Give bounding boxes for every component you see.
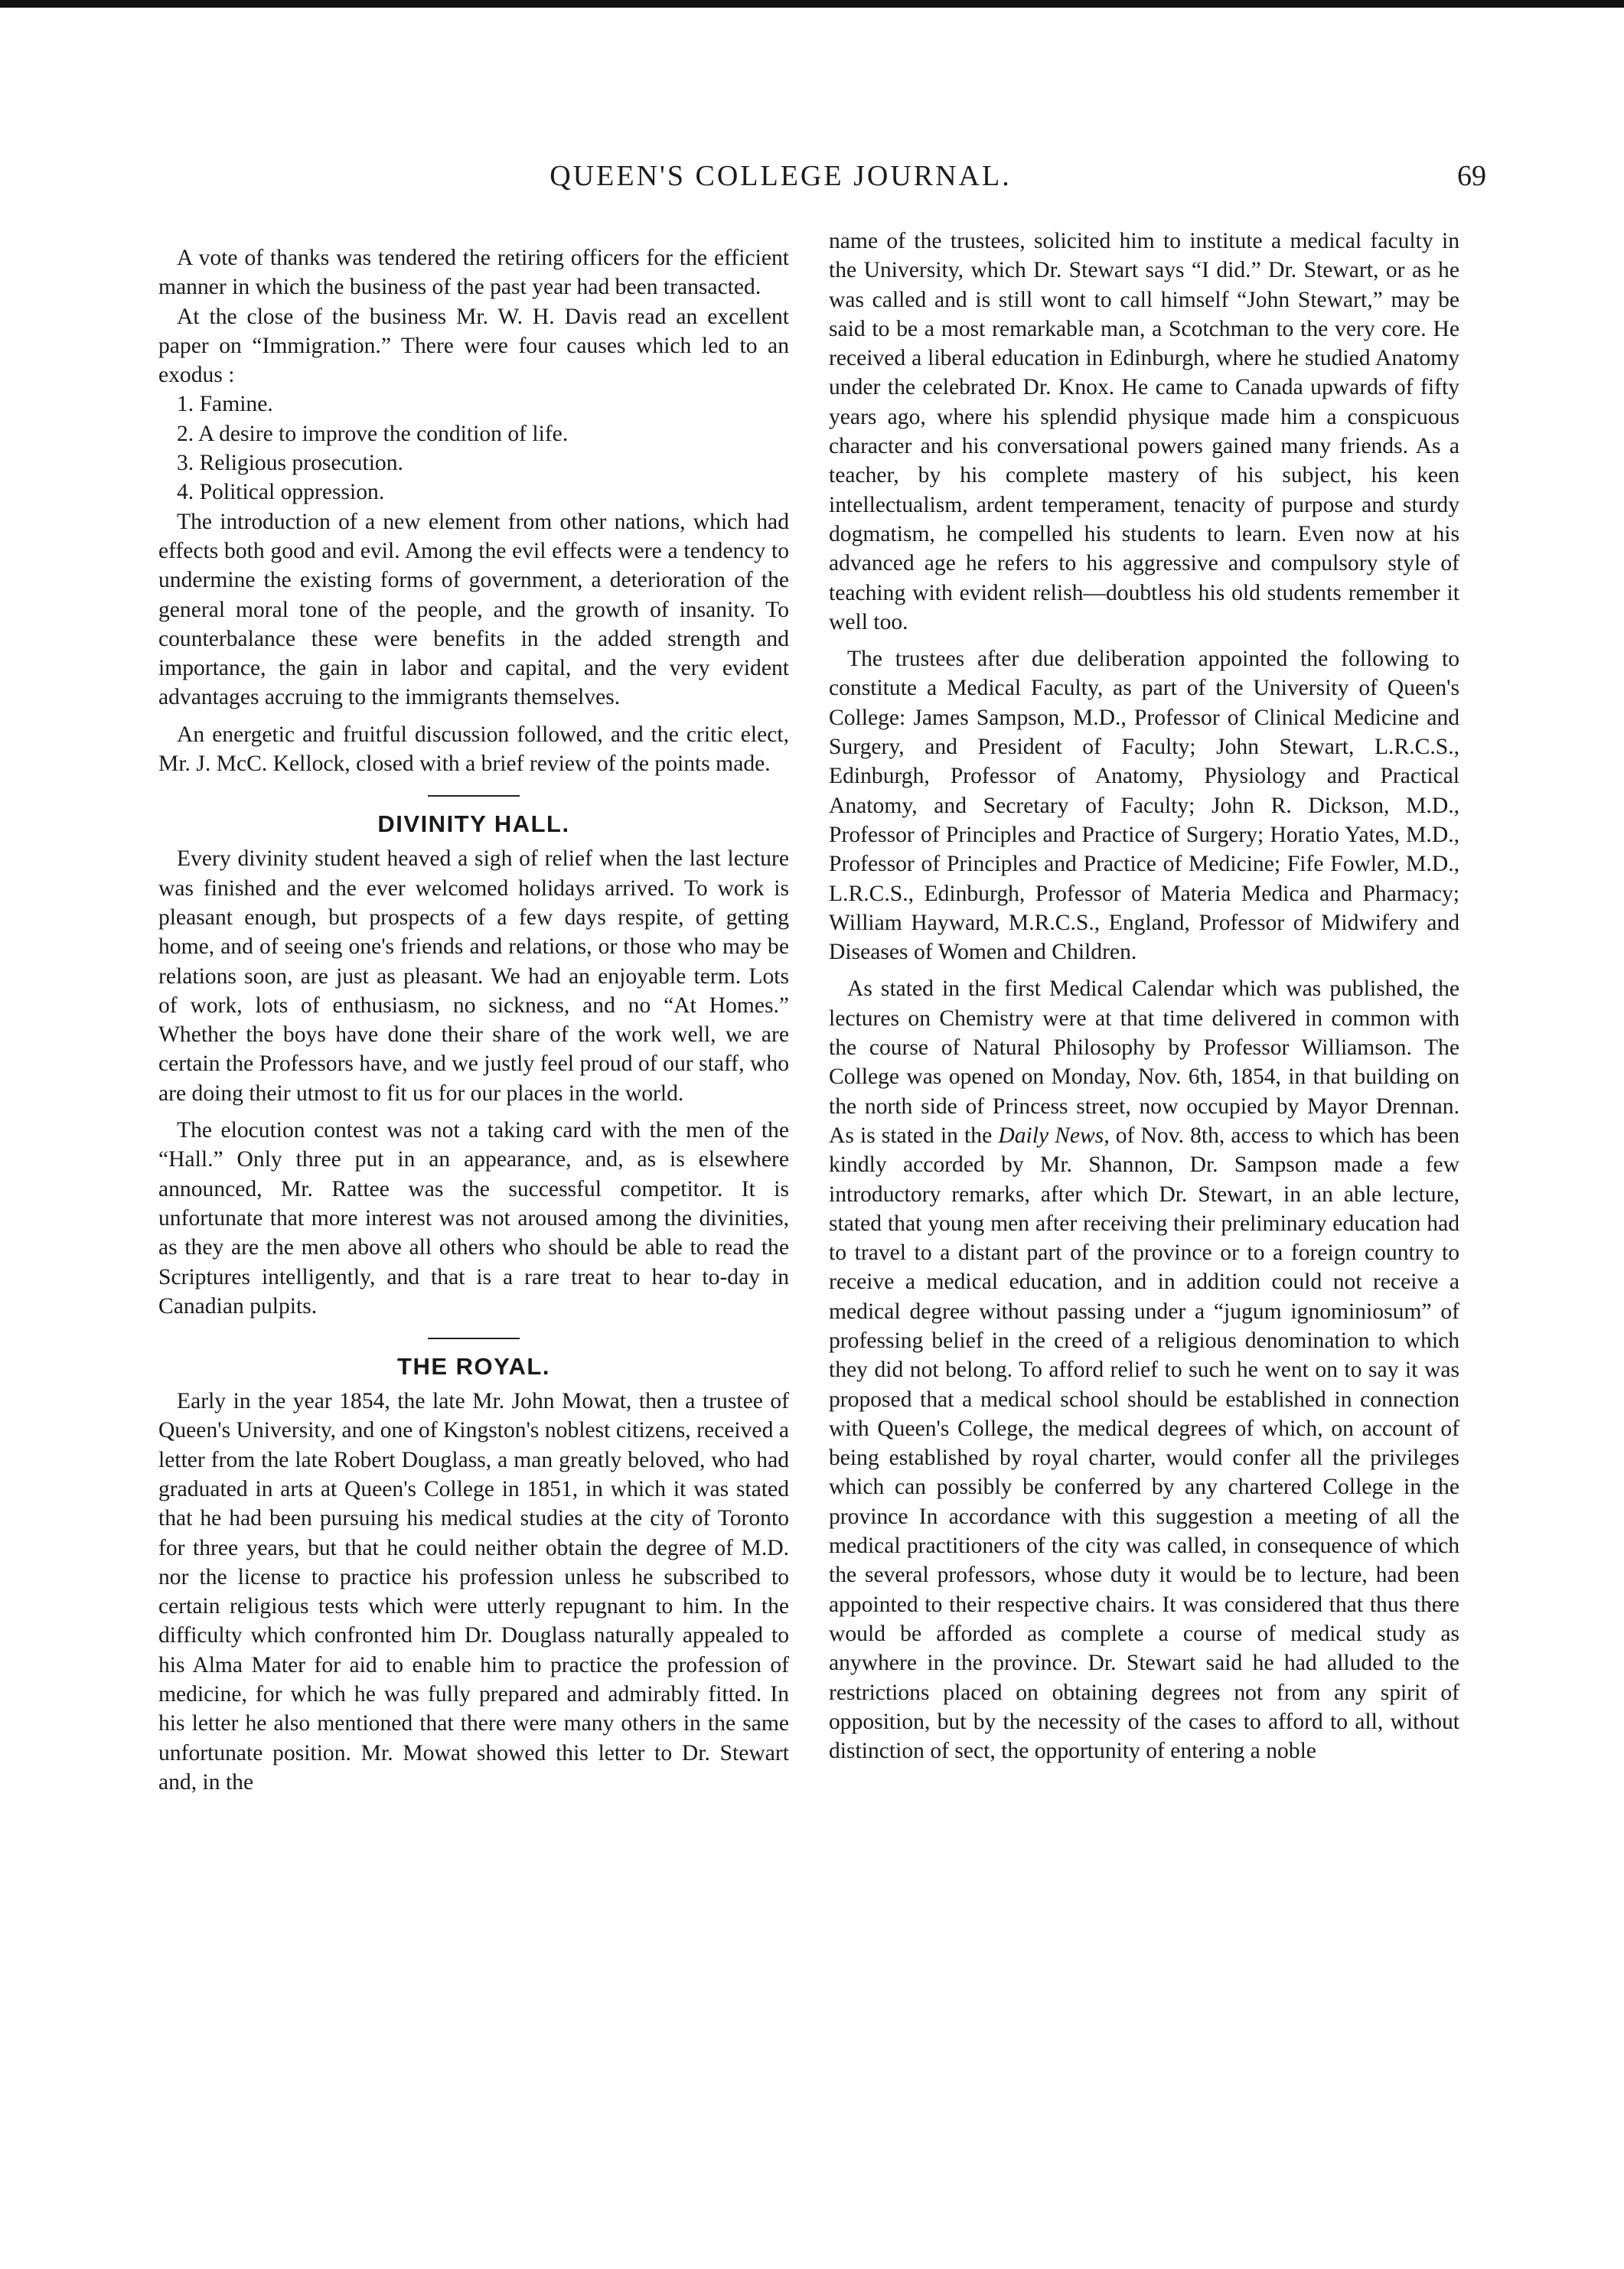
right-column — [829, 227, 1459, 1765]
top-border-rule — [0, 0, 1624, 8]
paragraph: An energetic and fruitful discussion followed, and the critic elect, Mr. J. McC. Kellock, closed with a brief review of the points made. — [158, 722, 789, 777]
page-header — [0, 159, 1624, 205]
list-item: 3. Religious prosecution. — [177, 451, 403, 476]
list-item: 4. Political oppression. — [177, 480, 385, 505]
page-number: 69 — [1457, 160, 1486, 192]
section-divider — [428, 795, 520, 797]
text-run: As stated in the first Medical Calendar which was published, the lectures on Chemistry were at that time delivered in common with the course of Natural Philosophy by Professor Williamson. The College was opened on Monday, Nov. 6th, 1854, in that building on the north side of Princess street, now occupied by Mayor Drennan. As is stated in the — [829, 976, 1459, 1148]
text-run: , of Nov. 8th, access to which has been kindly accorded by Mr. Shannon, Dr. Sampson made a few introductory remarks, after which Dr. Stewart, in an able lecture, stated that young men after receiving their preliminary education had to travel to a distant part of the province or to a foreign country to receive a medical education, and in addition could not receive a medical degree without passing under a “jugum ignominiosum” of professing belief in the creed of a religious denomination to which they did not belong. To afford relief to such he went on to say it was proposed that a medical school should be established in connection with Queen's College, the medical degrees of which, on account of being established by royal charter, would confer all the privileges which can possibly be conferred by any chartered College in the province In accordance with this suggestion a meeting of all the medical practitioners of the city was called, in consequence of which the several professors, whose duty it would be to lecture, had been appointed to their respective chairs. It was considered that thus there would be afforded as complete a course of medical study as anywhere in the province. Dr. Stewart said he had alluded to the restrictions placed on obtaining degrees not from any spirit of opposition, but by the necessity of the cases to afford to all, without distinction of sect, the opportunity of entering a noble — [829, 1123, 1460, 1764]
paragraph: At the close of the business Mr. W. H. Davis read an excellent paper on “Immigration.” There were four causes which led to an exodus : — [158, 304, 789, 388]
causes-list — [158, 390, 789, 507]
running-head: QUEEN'S COLLEGE JOURNAL. — [549, 160, 1012, 192]
section-title-the-royal: THE ROYAL. — [397, 1353, 550, 1381]
paragraph: name of the trustees, solicited him to institute a medical faculty in the University, which Dr. Stewart says “I did.” Dr. Stewart, or as he was called and is still wont to call himself “John Stewart,” may be said to be a most remarkable man, a Scotchman to the very core. He received a liberal education in Edinburgh, where he studied Anatomy under the celebrated Dr. Knox. He came to Canada upwards of fifty years ago, where his splendid physique made him a conspicuous character and his conversational powers gained many friends. As a teacher, by his complete mastery of his subject, his keen intellectualism, ardent temperament, tenacity of purpose and sturdy dogmatism, he compelled his students to learn. Even now at his advanced age he refers to his aggressive and compulsory style of teaching with evident relish—doubtless his old students remember it well too. — [829, 229, 1459, 634]
paragraph: Every divinity student heaved a sigh of relief when the last lecture was finished and the ever welcomed holidays arrived. To work is pleasant enough, but prospects of a few days respite, of getting home, and of seeing one's friends and relations, or those who may be relations soon, are just as pleasant. We had an enjoyable term. Lots of work, lots of enthusiasm, no sickness, and no “At Homes.” Whether the boys have done their share of the work well, we are certain the Professors have, and we justly feel proud of our staff, who are doing their utmost to fit us for our places in the world. — [158, 846, 789, 1106]
list-item: 2. A desire to improve the condition of life. — [177, 421, 569, 446]
left-column — [158, 243, 789, 1797]
list-item: 1. Famine. — [177, 392, 273, 417]
paragraph: The trustees after due deliberation appointed the following to constitute a Medical Faculty, as part of the University of Queen's College: James Sampson, M.D., Professor of Clinical Medicine and Surgery, and President of Faculty; John Stewart, L.R.C.S., Edinburgh, Professor of Anatomy, Physiology and Practical Anatomy, and Secretary of Faculty; John R. Dickson, M.D., Professor of Principles and Practice of Surgery; Horatio Yates, M.D., Professor of Principles and Practice of Medicine; Fife Fowler, M.D., L.R.C.S., Edinburgh, Professor of Materia Medica and Pharmacy; William Hayward, M.R.C.S., England, Professor of Midwifery and Diseases of Women and Children. — [829, 647, 1459, 965]
paragraph — [829, 974, 1459, 1765]
paragraph: The elocution contest was not a taking card with the men of the “Hall.” Only three put in an appearance, and, as is elsewhere announced, Mr. Rattee was the successful competitor. It is unfortunate that more interest was not aroused among the divinities, as they are the men above all others who should be able to read the Scriptures intelligently, and that is a rare treat to hear to-day in Canadian pulpits. — [158, 1118, 789, 1319]
section-divider — [428, 1338, 520, 1339]
paragraph: Early in the year 1854, the late Mr. John Mowat, then a trustee of Queen's University, and one of Kingston's noblest citizens, received a letter from the late Robert Douglass, a man greatly beloved, who had graduated in arts at Queen's College in 1851, in which it was stated that he had been pursuing his medical studies at the city of Toronto for three years, but that he could neither obtain the degree of M.D. nor the license to practice his profession unless he subscribed to certain religious tests which were utterly repugnant to him. In the difficulty which confronted him Dr. Douglass naturally appealed to his Alma Mater for aid to enable him to practice the profession of medicine, for which he was fully prepared and admirably fitted. In his letter he also mentioned that there were many others in the same unfortunate position. Mr. Mowat showed this letter to Dr. Stewart and, in the — [158, 1389, 789, 1795]
paragraph: The introduction of a new element from other nations, which had effects both good and evil. Among the evil effects were a tendency to undermine the existing forms of government, a deterioration of the general moral tone of the people, and the growth of insanity. To counterbalance these were benefits in the added strength and importance, the gain in labor and capital, and the very evident advantages accruing to the immigrants themselves. — [158, 509, 789, 710]
section-title-divinity-hall: DIVINITY HALL. — [377, 810, 570, 838]
newspaper-title: Daily News — [998, 1123, 1104, 1148]
paragraph: A vote of thanks was tendered the retiring officers for the efficient manner in which the business of the past year had been transacted. — [158, 246, 789, 300]
